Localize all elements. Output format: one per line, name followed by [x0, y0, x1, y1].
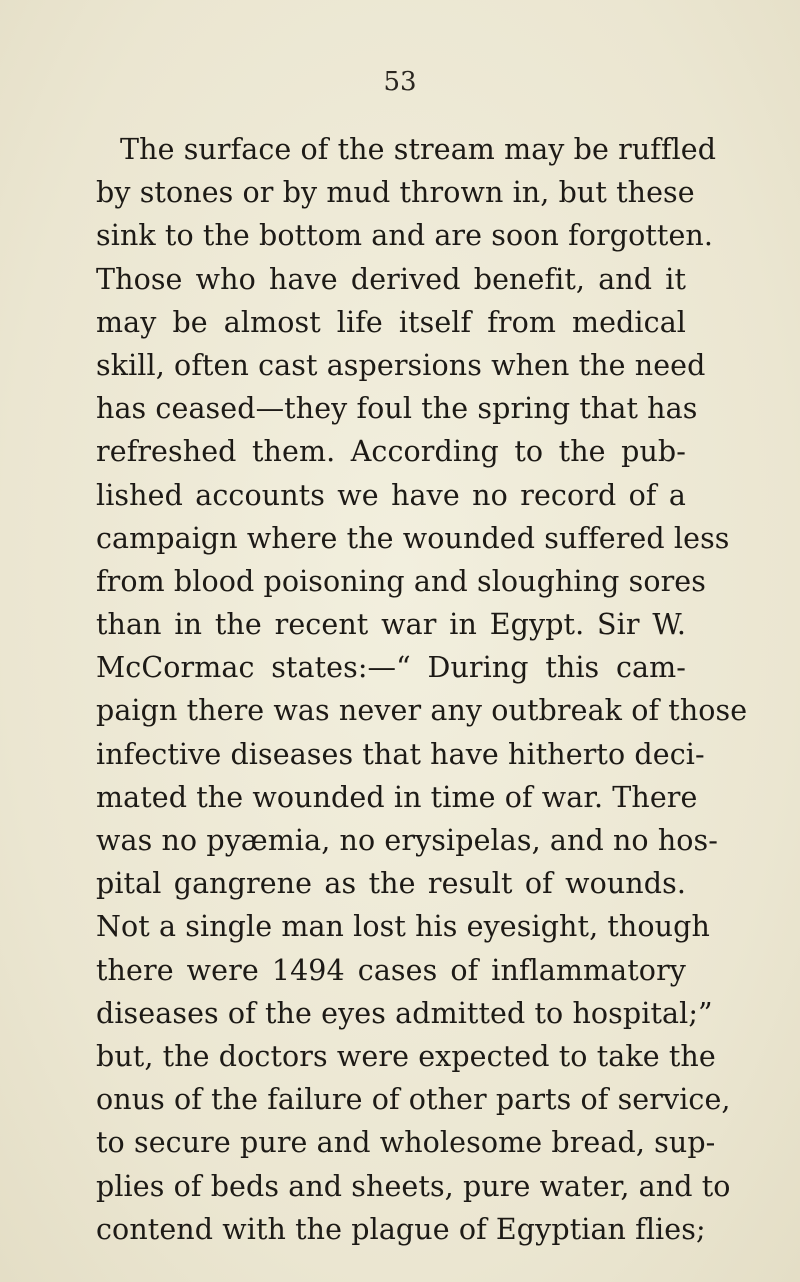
body-text: [96, 128, 748, 1251]
text-line: contend with the plague of Egyptian flies;: [96, 1212, 706, 1246]
text-line: sink to the bottom and are soon forgotten.: [96, 219, 714, 253]
text-line: onus of the failure of other parts of service,: [96, 1083, 731, 1117]
text-line: by stones or by mud thrown in, but these: [96, 176, 695, 210]
page-number: 53: [383, 67, 417, 97]
text-line: infective diseases that have hitherto deci-: [96, 737, 705, 771]
text-line: there were 1494 cases of inflammatory: [96, 953, 686, 987]
text-line: skill, often cast aspersions when the need: [96, 348, 706, 382]
text-line: refreshed them. According to the pub-: [96, 435, 686, 469]
text-line: Those who have derived benefit, and it: [96, 262, 686, 296]
text-line: but, the doctors were expected to take the: [96, 1039, 716, 1073]
text-line: may be almost life itself from medical: [96, 305, 686, 339]
text-line: has ceased—they foul the spring that has: [96, 392, 698, 426]
text-line: mated the wounded in time of war. There: [96, 780, 698, 814]
text-line: plies of beds and sheets, pure water, and to: [96, 1169, 731, 1203]
text-line: diseases of the eyes admitted to hospital;”: [96, 996, 713, 1030]
text-line: McCormac states:—“ During this cam-: [96, 651, 686, 685]
text-line: than in the recent war in Egypt. Sir W.: [96, 608, 686, 642]
text-line: was no pyæmia, no erysipelas, and no hos-: [96, 824, 718, 857]
text-line: campaign where the wounded suffered less: [96, 521, 730, 555]
text-line: pital gangrene as the result of wounds.: [96, 867, 686, 901]
text-line: The surface of the stream may be ruffled: [120, 133, 717, 166]
text-line: from blood poisoning and sloughing sores: [96, 564, 707, 598]
text-line: lished accounts we have no record of a: [96, 478, 686, 512]
text-line: Not a single man lost his eyesight, though: [96, 910, 710, 944]
text-line: to secure pure and wholesome bread, sup-: [96, 1126, 716, 1160]
text-line: paign there was never any outbreak of those: [96, 694, 748, 728]
